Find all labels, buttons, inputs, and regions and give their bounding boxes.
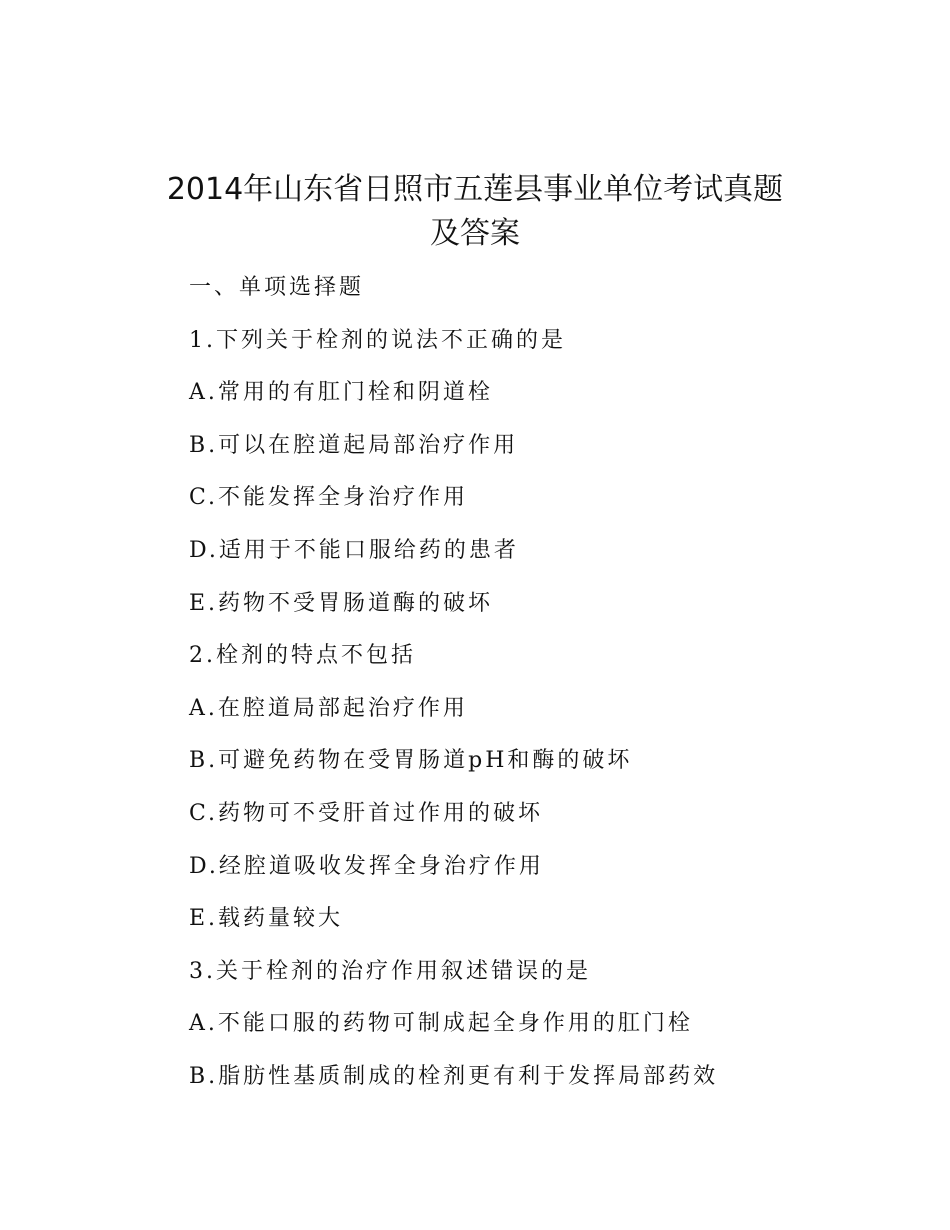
document-title: [0, 168, 950, 256]
document-body: [189, 268, 889, 1110]
answer-option: E.载药量较大: [189, 906, 344, 932]
answer-option: A.在腔道局部起治疗作用: [189, 695, 468, 721]
answer-option: C.药物可不受肝首过作用的破坏: [189, 800, 544, 826]
answer-option: A.不能口服的药物可制成起全身作用的肛门栓: [189, 1011, 693, 1037]
answer-option: B.可避免药物在受胃肠道pH和酶的破坏: [189, 748, 633, 774]
answer-option: A.常用的有肛门栓和阴道栓: [189, 380, 493, 406]
answer-option: B.可以在腔道起局部治疗作用: [189, 432, 519, 458]
answer-option: B.脂肪性基质制成的栓剂更有利于发挥局部药效: [189, 1063, 719, 1089]
question-stem: 1.下列关于栓剂的说法不正确的是: [189, 327, 566, 353]
answer-option: D.经腔道吸收发挥全身治疗作用: [189, 853, 544, 879]
section-heading: 一、单项选择题: [189, 275, 365, 300]
title-line-2: 及答案: [430, 216, 520, 251]
title-line-1: 2014年山东省日照市五莲县事业单位考试真题: [166, 172, 784, 207]
answer-option: D.适用于不能口服给药的患者: [189, 537, 519, 563]
question-stem: 2.栓剂的特点不包括: [189, 643, 416, 669]
answer-option: C.不能发挥全身治疗作用: [189, 485, 469, 511]
question-stem: 3.关于栓剂的治疗作用叙述错误的是: [189, 958, 591, 984]
answer-option: E.药物不受胃肠道酶的破坏: [189, 590, 494, 616]
